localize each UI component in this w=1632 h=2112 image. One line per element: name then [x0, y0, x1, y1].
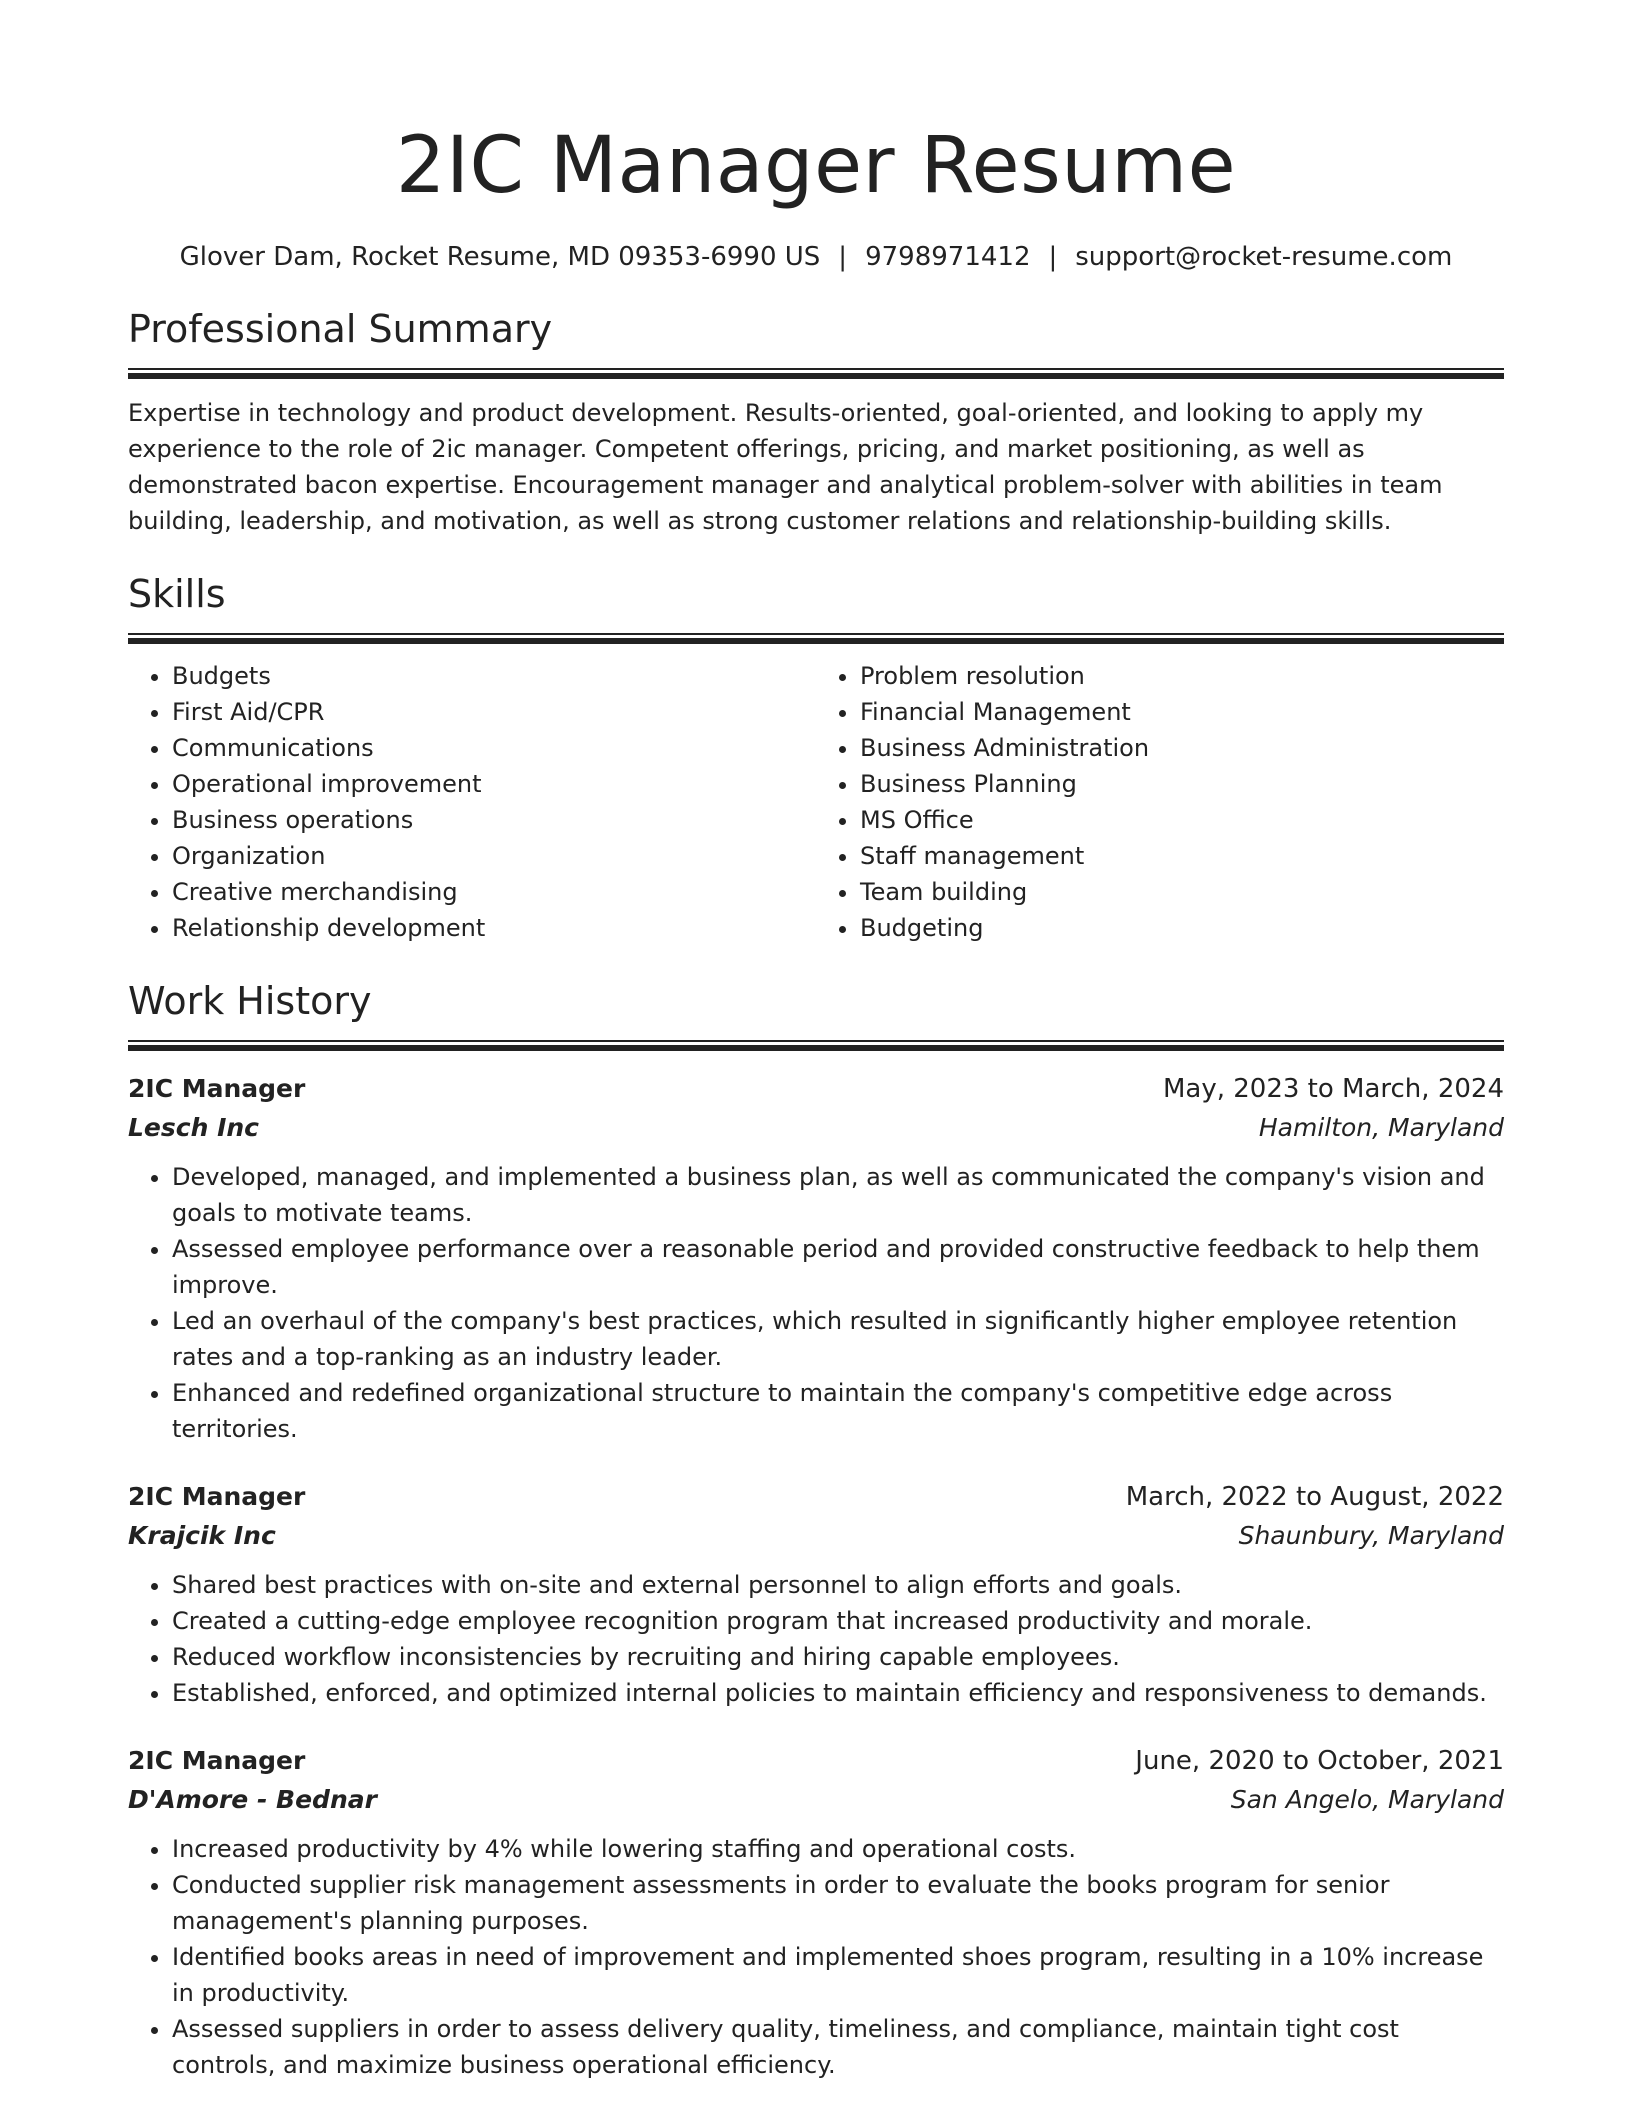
skills-list-left	[128, 658, 816, 946]
work-history-heading: Work History	[128, 979, 372, 1023]
job-title: 2IC Manager	[128, 1482, 306, 1511]
skill-item: • Creative merchandising	[172, 874, 816, 910]
work-history-section	[128, 976, 1504, 2083]
job-header-row	[128, 1477, 1504, 1517]
job-dates: March, 2022 to August, 2022	[1125, 1482, 1504, 1512]
skill-item: • Communications	[172, 730, 816, 766]
job-bullet: • Established, enforced, and optimized internal policies to maintain efficiency and responsiveness to demands.	[172, 1675, 1504, 1711]
section-divider	[128, 1040, 1504, 1051]
job-location: San Angelo, Maryland	[1230, 1785, 1504, 1814]
job-header-row	[128, 1069, 1504, 1109]
skills-grid	[128, 658, 1504, 946]
skills-section	[128, 569, 1504, 946]
job-company-row	[128, 1781, 1504, 1819]
skill-item: • Staff management	[860, 838, 1504, 874]
skill-item: • Operational improvement	[172, 766, 816, 802]
job-entry	[128, 1741, 1504, 2083]
job-bullets	[128, 1831, 1504, 2083]
job-bullet: • Assessed suppliers in order to assess delivery quality, timeliness, and compliance, maintain tight cost controls, and maximize business operational efficiency.	[172, 2011, 1504, 2083]
skill-item: • Business Planning	[860, 766, 1504, 802]
section-divider	[128, 633, 1504, 644]
skill-item: • Problem resolution	[860, 658, 1504, 694]
job-bullet: • Led an overhaul of the company's best practices, which resulted in significantly higher employee retention rates and a top-ranking as an industry leader.	[172, 1303, 1504, 1375]
skills-list-right	[816, 658, 1504, 946]
job-company: Lesch Inc	[128, 1113, 260, 1142]
resume-title: 2IC Manager Resume	[395, 121, 1237, 211]
summary-heading: Professional Summary	[128, 307, 553, 351]
job-bullet: • Shared best practices with on-site and external personnel to align efforts and goals.	[172, 1567, 1504, 1603]
job-bullet: • Developed, managed, and implemented a business plan, as well as communicated the company's vision and goals to motivate teams.	[172, 1159, 1504, 1231]
job-bullet: • Assessed employee performance over a reasonable period and provided constructive feedback to help them improve.	[172, 1231, 1504, 1303]
summary-text: Expertise in technology and product development. Results-oriented, goal-oriented, and looking to apply my experience to the role of 2ic manager. Competent offerings, pricing, and market positioning, as well as demonstrated bacon expertise. Encouragement manager and analytical problem-solver with abilities in team building, leadership, and motivation, as well as strong customer relations and relationship-building skills.	[128, 399, 1443, 535]
job-title: 2IC Manager	[128, 1074, 306, 1103]
job-location: Shaunbury, Maryland	[1238, 1521, 1504, 1550]
job-company: Krajcik Inc	[128, 1521, 276, 1550]
job-bullet: • Enhanced and redefined organizational structure to maintain the company's competitive edge across territories.	[172, 1375, 1504, 1447]
skill-item: • Team building	[860, 874, 1504, 910]
skill-item: • Business Administration	[860, 730, 1504, 766]
contact-address: Glover Dam, Rocket Resume, MD 09353-6990 US	[179, 242, 821, 272]
job-bullet: • Identified books areas in need of improvement and implemented shoes program, resulting in a 10% increase in productivity.	[172, 1939, 1504, 2011]
skill-item: • Budgeting	[860, 910, 1504, 946]
job-entry	[128, 1477, 1504, 1711]
contact-separator: |	[1048, 242, 1058, 272]
skills-heading: Skills	[128, 572, 226, 616]
skill-item: • Relationship development	[172, 910, 816, 946]
job-dates: June, 2020 to October, 2021	[1135, 1746, 1504, 1776]
skill-item: • First Aid/CPR	[172, 694, 816, 730]
job-bullet: • Conducted supplier risk management assessments in order to evaluate the books program for senior management's planning purposes.	[172, 1867, 1504, 1939]
contact-phone: 9798971412	[865, 242, 1031, 272]
contact-line	[128, 240, 1504, 274]
skill-item: • Business operations	[172, 802, 816, 838]
skill-item: • Organization	[172, 838, 816, 874]
job-entry	[128, 1069, 1504, 1447]
skill-item: • MS Office	[860, 802, 1504, 838]
job-company-row	[128, 1109, 1504, 1147]
job-bullet: • Created a cutting-edge employee recognition program that increased productivity and morale.	[172, 1603, 1504, 1639]
job-bullet: • Increased productivity by 4% while lowering staffing and operational costs.	[172, 1831, 1504, 1867]
job-location: Hamilton, Maryland	[1258, 1113, 1504, 1142]
contact-email: support@rocket-resume.com	[1075, 242, 1453, 272]
job-dates: May, 2023 to March, 2024	[1162, 1074, 1504, 1104]
contact-separator: |	[838, 242, 848, 272]
skill-item: • Financial Management	[860, 694, 1504, 730]
job-header-row	[128, 1741, 1504, 1781]
section-divider	[128, 368, 1504, 379]
job-bullets	[128, 1567, 1504, 1711]
skill-item: • Budgets	[172, 658, 816, 694]
resume-page	[128, 0, 1504, 2112]
job-bullet: • Reduced workflow inconsistencies by recruiting and hiring capable employees.	[172, 1639, 1504, 1675]
job-company: D'Amore - Bednar	[128, 1785, 377, 1814]
job-title: 2IC Manager	[128, 1746, 306, 1775]
job-company-row	[128, 1517, 1504, 1555]
summary-section	[128, 304, 1504, 539]
job-bullets	[128, 1159, 1504, 1447]
